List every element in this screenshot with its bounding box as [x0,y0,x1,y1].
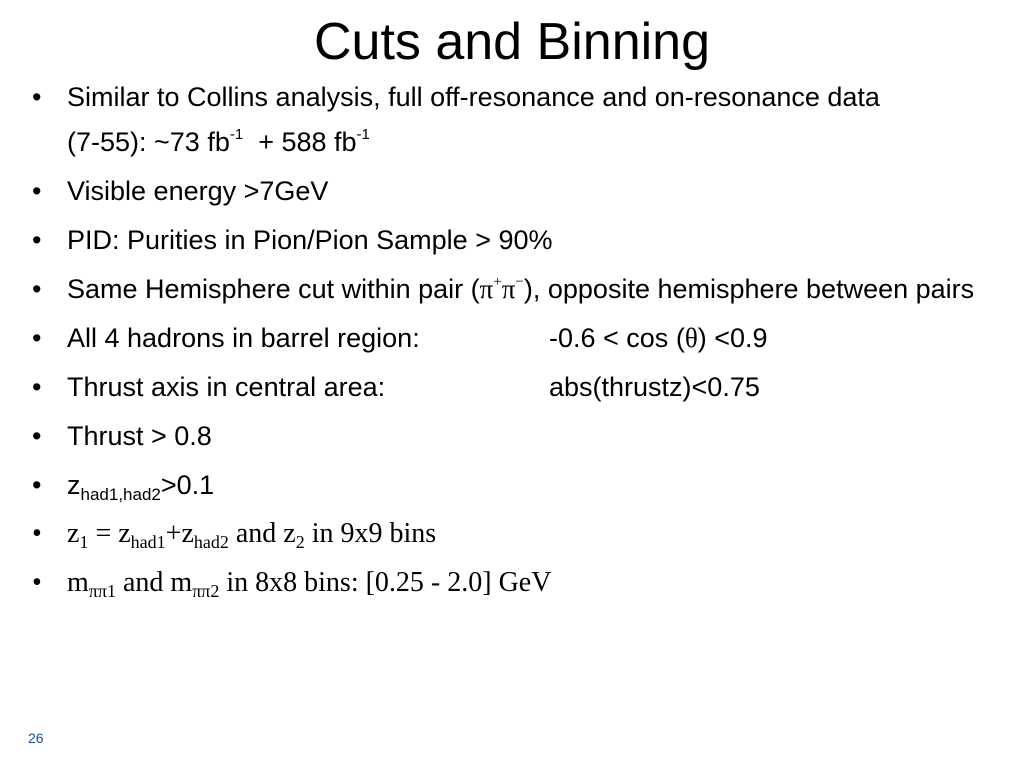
luminosity-off-exponent: -1 [229,126,244,143]
bullet-text: Visible energy >7GeV [67,176,329,206]
bullet-icon: • [32,518,42,549]
bullet-text-b: ), opposite hemisphere between pairs [523,274,975,304]
cut-value-a: -0.6 < cos ( [549,323,685,353]
bullet-item-data-sample [30,78,1015,116]
bullet-continuation-luminosity [30,123,1015,161]
cut-label: Thrust axis in central area: [67,372,386,402]
bullet-list [30,78,1015,613]
bullet-icon: • [32,567,42,598]
bullet-icon: • [32,82,42,112]
minus-charge: − [515,274,524,290]
bullet-icon: • [32,274,42,304]
z2-subscript: 2 [295,532,305,552]
luminosity-off: (7-55): ~73 fb [67,127,230,157]
bullet-text-a: Same Hemisphere cut within pair ( [67,274,480,304]
bullet-item-pid [30,221,1015,259]
bullet-item-visible-energy [30,172,1015,210]
bullet-item-hemisphere [30,270,1015,308]
bullet-icon: • [32,323,42,353]
bullet-item-barrel [30,319,1015,357]
cut-label: All 4 hadrons in barrel region: [67,323,420,353]
bullet-icon: • [32,470,42,500]
m2-subscript: ππ2 [192,581,220,601]
z-bins-text: in 9x9 bins [304,518,437,549]
slide-title: Cuts and Binning [313,13,711,71]
luminosity-on: + 588 fb [258,127,357,157]
bullet-item-z-binning [30,515,1015,553]
bullet-item-z-cut [30,466,1015,504]
bullet-text: Similar to Collins analysis, full off-resonance and on-resonance data [67,82,880,112]
bullet-item-mass-binning [30,564,1015,602]
luminosity-on-exponent: -1 [356,126,370,143]
and-m: and m [115,567,193,598]
m1-variable: m [67,567,89,598]
bullet-item-thrust-axis [30,368,1015,406]
bullet-icon: • [32,372,42,402]
bullet-icon: • [32,421,42,451]
plus-z: +z [165,518,194,549]
bullet-text: PID: Purities in Pion/Pion Sample > 90% [67,225,553,255]
had2-subscript: had2 [193,532,229,552]
pi-symbol: π [501,274,516,304]
cut-value-b: ) <0.9 [697,323,768,353]
cut-value [549,319,768,357]
bullet-icon: • [32,176,42,206]
bullet-text: Thrust > 0.8 [67,421,212,451]
z-variable: z [67,470,81,500]
cut-value: abs(thrustz)<0.75 [549,372,760,402]
page-number: 26 [28,730,44,746]
equals-z: = z [88,518,131,549]
z1-subscript: 1 [79,532,89,552]
pi-symbol: π [479,274,494,304]
plus-charge: + [493,274,502,290]
z-subscript: had1,had2 [80,485,161,504]
z-cut-value: >0.1 [160,470,215,500]
theta-symbol: θ [684,323,698,353]
bullet-icon: • [32,225,42,255]
z1-variable: z [67,518,80,549]
mass-bins-text: in 8x8 bins: [0.25 - 2.0] GeV [219,567,552,598]
bullet-item-thrust [30,417,1015,455]
m1-subscript: ππ1 [88,581,116,601]
and-z: and z [228,518,296,549]
had1-subscript: had1 [130,532,166,552]
